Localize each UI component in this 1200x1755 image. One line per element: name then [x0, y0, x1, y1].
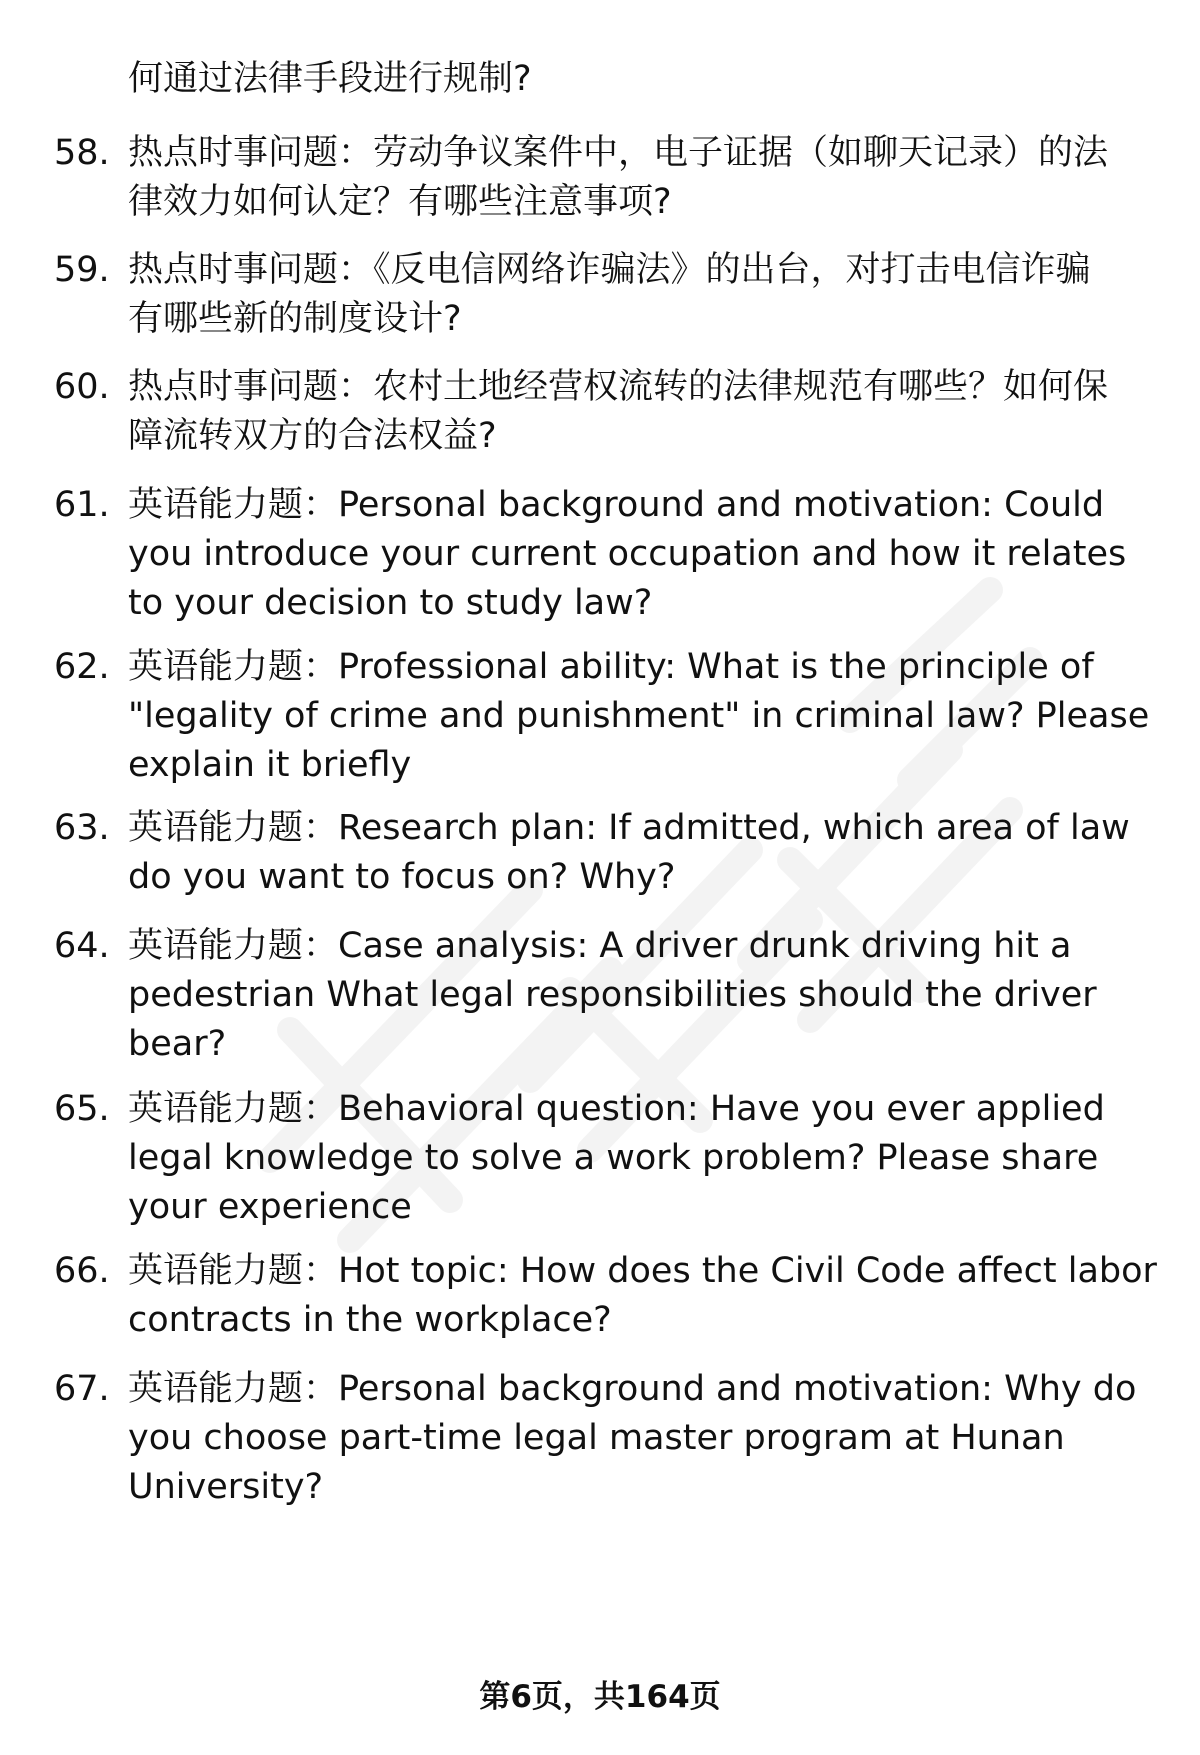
question-number: 60.	[54, 367, 110, 407]
text-line: 英语能力题：Case analysis: A driver drunk driving hit a	[128, 926, 1072, 966]
question-text	[128, 363, 1168, 461]
page-footer: 第6页，共164页	[479, 1679, 721, 1715]
text-line: 热点时事问题：农村土地经营权流转的法律规范有哪些？如何保	[128, 367, 1109, 407]
text-line: 何通过法律手段进行规制?	[128, 59, 532, 99]
question-number: 62.	[54, 647, 110, 687]
question-text	[128, 804, 1168, 902]
text-line: 障流转双方的合法权益?	[128, 416, 497, 456]
question-text	[128, 481, 1168, 628]
text-line: pedestrian What legal responsibilities should the driver	[128, 975, 1097, 1015]
question-number: 65.	[54, 1089, 110, 1129]
text-line: explain it briefly	[128, 745, 412, 785]
text-line: contracts in the workplace?	[128, 1300, 612, 1340]
question-number: 59.	[54, 250, 110, 290]
text-line: you introduce your current occupation and how it relates	[128, 534, 1127, 574]
continuation-text	[128, 55, 1168, 104]
question-text	[128, 1085, 1168, 1232]
question-text	[128, 1365, 1168, 1512]
text-line: do you want to focus on? Why?	[128, 857, 676, 897]
text-line: 律效力如何认定？有哪些注意事项?	[128, 182, 672, 222]
text-line: 英语能力题：Research plan: If admitted, which area of law	[128, 808, 1130, 848]
question-number: 63.	[54, 808, 110, 848]
text-line: University?	[128, 1467, 324, 1507]
text-line: 英语能力题：Hot topic: How does the Civil Code affect labor	[128, 1251, 1157, 1291]
text-line: bear?	[128, 1024, 227, 1064]
text-line: 有哪些新的制度设计?	[128, 299, 462, 339]
question-number: 64.	[54, 926, 110, 966]
text-line: 英语能力题：Personal background and motivation: Could	[128, 485, 1105, 525]
question-number: 61.	[54, 485, 110, 525]
question-number: 67.	[54, 1369, 110, 1409]
question-text	[128, 1247, 1168, 1345]
text-line: 热点时事问题：劳动争议案件中，电子证据（如聊天记录）的法	[128, 133, 1109, 173]
question-text	[128, 643, 1168, 790]
question-number: 66.	[54, 1251, 110, 1291]
text-line: 英语能力题：Behavioral question: Have you ever applied	[128, 1089, 1105, 1129]
text-line: 热点时事问题：《反电信网络诈骗法》的出台，对打击电信诈骗	[128, 250, 1091, 290]
text-line: 英语能力题：Professional ability: What is the principle of	[128, 647, 1094, 687]
text-line: you choose part-time legal master program at Hunan	[128, 1418, 1065, 1458]
question-text	[128, 246, 1168, 344]
question-text	[128, 922, 1168, 1069]
text-line: to your decision to study law?	[128, 583, 653, 623]
question-text	[128, 129, 1168, 227]
text-line: your experience	[128, 1187, 412, 1227]
text-line: "legality of crime and punishment" in criminal law? Please	[128, 696, 1150, 736]
text-line: 英语能力题：Personal background and motivation: Why do	[128, 1369, 1137, 1409]
text-line: legal knowledge to solve a work problem? Please share	[128, 1138, 1099, 1178]
question-number: 58.	[54, 133, 110, 173]
